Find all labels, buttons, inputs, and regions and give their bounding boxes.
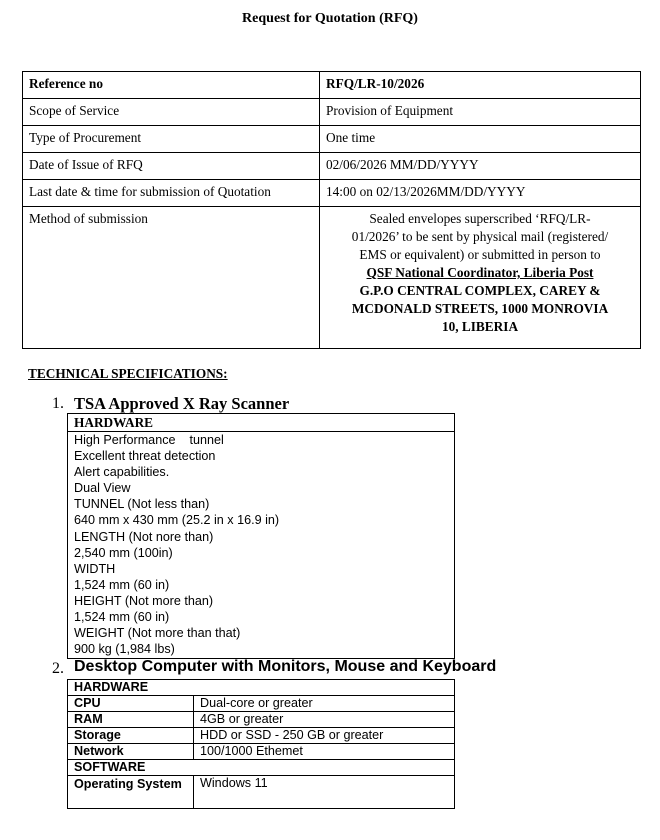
table-row: [68, 744, 455, 760]
spec-line: Excellent threat detection: [74, 449, 216, 464]
storage-label: Storage: [68, 728, 194, 744]
procurement-type-value: One time: [320, 126, 641, 153]
reference-label: Reference no: [23, 72, 320, 99]
table-row-reference: [23, 72, 641, 99]
desktop-software-header: SOFTWARE: [68, 760, 455, 776]
desktop-hardware-header: HARDWARE: [68, 680, 455, 696]
spec-line: Dual View: [74, 481, 131, 496]
scope-label: Scope of Service: [23, 99, 320, 126]
spec-line: LENGTH (Not nore than): [74, 529, 214, 544]
spec-line: WIDTH: [74, 561, 116, 576]
scanner-spec-lines: [68, 432, 454, 657]
method-line-1: Sealed envelopes superscribed ‘RFQ/LR-: [369, 211, 591, 226]
table-row: [68, 760, 455, 776]
method-line-3: EMS or equivalent) or submitted in person to: [359, 247, 601, 262]
issue-date-label: Date of Issue of RFQ: [23, 153, 320, 180]
spec-line: WEIGHT (Not more than that): [74, 626, 241, 641]
storage-value: HDD or SSD - 250 GB or greater: [194, 728, 455, 744]
procurement-type-label: Type of Procurement: [23, 126, 320, 153]
table-row-scope: [23, 99, 641, 126]
rfq-info-table: [22, 71, 641, 349]
item-2-title: Desktop Computer with Monitors, Mouse and Keyboard: [74, 658, 497, 675]
network-value: 100/1000 Ethemet: [194, 744, 455, 760]
method-value: [320, 207, 641, 349]
item-2-number: 2.: [52, 660, 64, 677]
method-label: Method of submission: [23, 207, 320, 349]
address-line-2: MCDONALD STREETS, 1000 MONROVIA: [351, 301, 609, 316]
ram-value: 4GB or greater: [194, 712, 455, 728]
technical-specifications-heading: TECHNICAL SPECIFICATIONS:: [28, 366, 228, 381]
spec-line: 900 kg (1,984 lbs): [74, 642, 175, 657]
os-value: Windows 11: [194, 776, 455, 809]
address-line-1: G.P.O CENTRAL COMPLEX, CAREY &: [359, 283, 601, 298]
desktop-spec-table: [67, 679, 455, 809]
item-1-title: TSA Approved X Ray Scanner: [74, 394, 290, 413]
table-row: [68, 712, 455, 728]
network-label: Network: [68, 744, 194, 760]
table-row-deadline: [23, 180, 641, 207]
cpu-value: Dual-core or greater: [194, 696, 455, 712]
spec-line: TUNNEL (Not less than): [74, 497, 210, 512]
address-line-3: 10, LIBERIA: [441, 319, 519, 334]
table-row: [68, 728, 455, 744]
spec-line: 1,524 mm (60 in): [74, 577, 170, 592]
table-row: [68, 680, 455, 696]
scanner-hardware-header: HARDWARE: [68, 414, 454, 432]
spec-line: HEIGHT (Not more than): [74, 593, 214, 608]
item-1-number: 1.: [52, 395, 64, 412]
addressee: QSF National Coordinator, Liberia Post: [366, 265, 594, 280]
deadline-value: 14:00 on 02/13/2026MM/DD/YYYY: [320, 180, 641, 207]
os-label: Operating System: [68, 776, 194, 809]
table-row: [68, 696, 455, 712]
ram-label: RAM: [68, 712, 194, 728]
spec-line: 1,524 mm (60 in): [74, 610, 170, 625]
table-row-issue-date: [23, 153, 641, 180]
scope-value: Provision of Equipment: [320, 99, 641, 126]
reference-value: RFQ/LR-10/2026: [320, 72, 641, 99]
scanner-spec-table: [67, 413, 455, 659]
table-row-procurement-type: [23, 126, 641, 153]
spec-line: 640 mm x 430 mm (25.2 in x 16.9 in): [74, 513, 280, 528]
table-row-method: [23, 207, 641, 349]
table-row: [68, 776, 455, 809]
cpu-label: CPU: [68, 696, 194, 712]
issue-date-value: 02/06/2026 MM/DD/YYYY: [320, 153, 641, 180]
document-title: Request for Quotation (RFQ): [242, 11, 418, 26]
spec-line: 2,540 mm (100in): [74, 545, 173, 560]
spec-line: High Performance tunnel: [74, 433, 224, 447]
deadline-label: Last date & time for submission of Quotation: [23, 180, 320, 207]
method-line-2: 01/2026’ to be sent by physical mail (registered/: [351, 229, 609, 244]
spec-line: Alert capabilities.: [74, 465, 170, 480]
